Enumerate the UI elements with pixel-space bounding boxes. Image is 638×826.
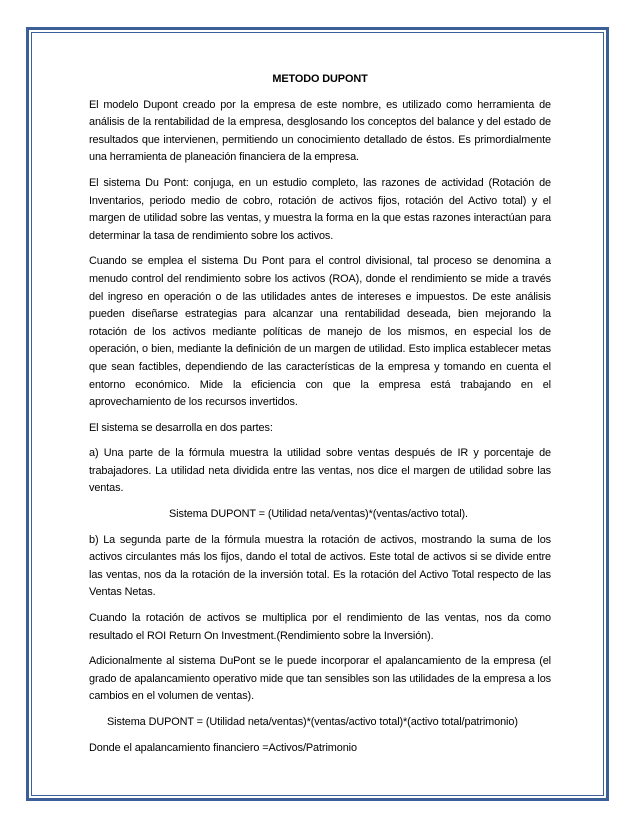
paragraph-intro: El modelo Dupont creado por la empresa de este nombre, es utilizado como herramienta de análisis de la rentabilidad de la empresa, desglosando los conceptos del balance y del estado de resultados que intervienen, permitiendo un conocimiento detallado de éstos. Es primordialmente una herramienta de planeación financiera de la empresa.: [89, 98, 551, 164]
paragraph-part-a: a) Una parte de la fórmula muestra la utilidad sobre ventas después de IR y porcentaje de trabajadores. La utilidad neta dividida entre las ventas, nos dice el margen de utilidad sobre las ventas.: [89, 447, 551, 495]
paragraph-part-b: b) La segunda parte de la fórmula muestra la rotación de activos, mostrando la suma de los activos circulantes más los fijos, dando el total de activos. Este total de activos si se divide entre las ventas, nos da la rotación de la inversión total. Es la rotación del Activo Total respecto de las Ventas Netas.: [89, 533, 551, 599]
formula-dupont-basic: Sistema DUPONT = (Utilidad neta/ventas)*(ventas/activo total).: [169, 508, 468, 521]
paragraph-two-parts: El sistema se desarrolla en dos partes:: [89, 421, 273, 434]
document-title: METODO DUPONT: [272, 73, 368, 85]
formula-dupont-extended: Sistema DUPONT = (Utilidad neta/ventas)*(ventas/activo total)*(activo total/patrimonio): [107, 716, 518, 728]
paragraph-dupont-system: El sistema Du Pont: conjuga, en un estudio completo, las razones de actividad (Rotación de Inventarios, periodo medio de cobro, rotación de activos fijos, rotación del Activo total) y el margen de utilidad sobre las ventas, y muestra la forma en la que estas razones interactúan para determinar la tasa de rendimiento sobre los activos.: [89, 176, 551, 242]
document-body: [89, 71, 551, 757]
paragraph-roi: Cuando la rotación de activos se multiplica por el rendimiento de las ventas, nos da como resultado el ROI Return On Investment.(Rendimiento sobre la Inversión).: [89, 612, 551, 642]
paragraph-divisional-control: Cuando se emplea el sistema Du Pont para el control divisional, tal proceso se denomina a menudo control del rendimiento sobre los activos (ROA), donde el rendimiento se mide a través del ingreso en operación o de las utilidades antes de intereses e impuestos. De este análisis pueden diseñarse estrategias para alcanzar una rentabilidad deseada, bien mejorando la rotación de los activos mediante políticas de manejo de los mismos, en especial los de operación, o bien, mediante la definición de un margen de utilidad. Esto implica establecer metas que sean factibles, dependiendo de las características de la empresa y tomando en cuenta el entorno económico. Mide la eficiencia con que la empresa está trabajando en el aprovechamiento de los recursos invertidos.: [89, 255, 551, 409]
paragraph-financial-leverage: Donde el apalancamiento financiero =Activos/Patrimonio: [89, 741, 357, 754]
paragraph-leverage: Adicionalmente al sistema DuPont se le puede incorporar el apalancamiento de la empresa (el grado de apalancamiento operativo mide que tan sensibles son las utilidades de la empresa a los cambios en el volumen de ventas).: [89, 655, 551, 703]
